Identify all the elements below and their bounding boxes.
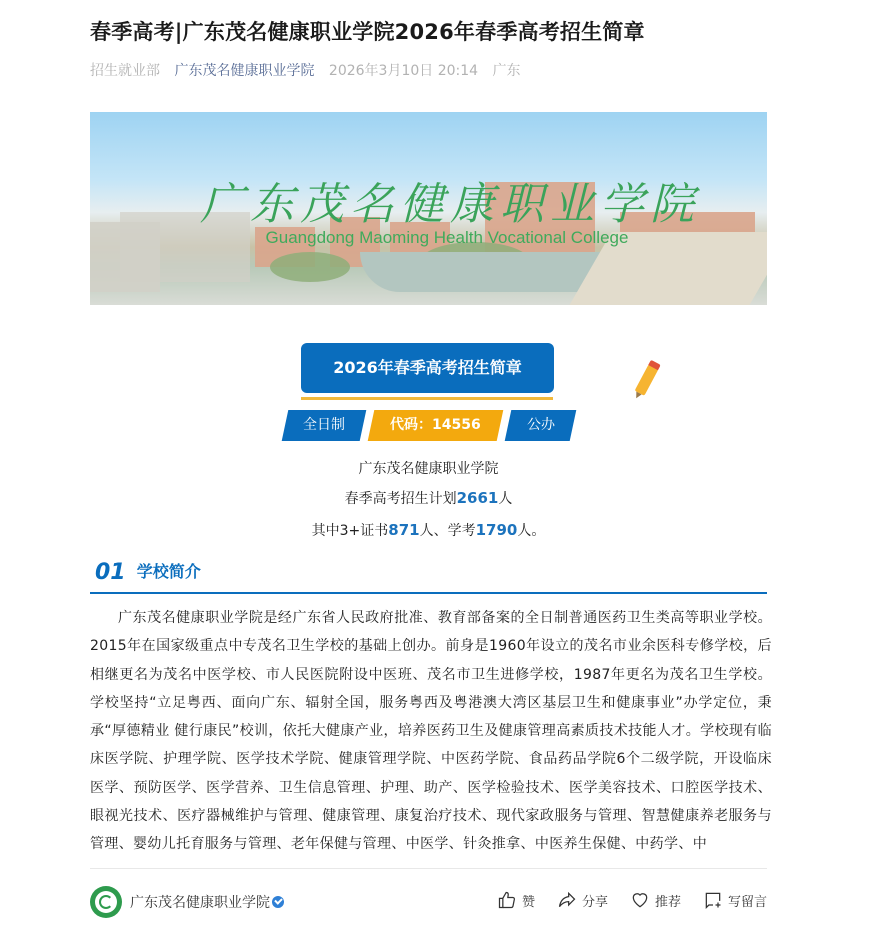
summary-detail: 其中3+证书871人、学考1790人。 (311, 521, 546, 539)
section-divider (90, 592, 767, 594)
article-title: 春季高考|广东茂名健康职业学院2026年春季高考招生简章 (90, 20, 645, 44)
footer-account-name[interactable]: 广东茂名健康职业学院 (130, 892, 284, 912)
banner-chinese-title: 广东茂名健康职业学院 (200, 179, 700, 230)
content-bottom-divider (90, 868, 767, 869)
section-body-text: 广东茂名健康职业学院是经广东省人民政府批准、教育部备案的全日制普通医药卫生类高等职业学校。2015年在国家级重点中专茂名卫生学校的基础上创办。前身是1960年设立的茂名市业余医科专修学校，后相继更名为茂名中医学校、市人民医院附设中医班、茂名市卫生进修学校，1987年更名为茂名卫生学校。学校坚持“立足粤西、面向广东、辐射全国，服务粤西及粤港澳大湾区基层卫生和健康事业”办学定位，秉承“厚德精业 健行康民”校训，依托大健康产业，培养医药卫生及健康管理高素质技术技能人才。学校现有临床医学院、护理学院、医学技术学院、健康管理学院、中医药学院、食品药品学院6个二级学院，开设临床医学、预防医学、医学营养、卫生信息管理、护理、助产、医学检验技术、医学美容技术、口腔医学技术、眼视光技术、医疗器械维护与管理、健康管理、康复治疗技术、现代家政服务与管理、智慧健康养老服务与管理、婴幼儿托育服务与管理、老年保健与管理、中医学、针灸推拿、中医养生保健、中药学、中 (90, 610, 772, 853)
thumbs-up-icon (497, 890, 517, 910)
badge-underline (301, 397, 553, 400)
summary-school: 广东茂名健康职业学院 (358, 461, 499, 477)
brochure-title-badge: 2026年春季高考招生简章 (301, 343, 554, 393)
exam-count: 1790 (475, 521, 518, 539)
tag-public: 公办 (505, 410, 577, 441)
share-icon (557, 890, 577, 910)
plan-total: 2661 (456, 489, 499, 507)
school-logo-icon (95, 891, 117, 913)
account-link[interactable]: 广东茂名健康职业学院 (174, 63, 315, 79)
article-meta (90, 60, 531, 80)
summary-plan: 春季高考招生计划2661人 (344, 489, 513, 507)
author: 招生就业部 (90, 63, 160, 79)
location: 广东 (492, 63, 521, 79)
section-header (95, 560, 201, 590)
tree-shape (270, 252, 350, 282)
tag-school-code: 代码：14556 (368, 410, 504, 441)
banner-english-title: Guangdong Maoming Health Vocational College (265, 228, 629, 247)
share-button[interactable]: 分享 (557, 890, 608, 910)
section-number: 01 (95, 560, 126, 585)
like-button[interactable]: 赞 (497, 890, 535, 910)
action-bar (475, 890, 767, 910)
write-comment-button[interactable]: 写留言 (703, 890, 767, 910)
account-avatar[interactable] (90, 886, 122, 918)
article-footer-bar (90, 884, 767, 920)
heart-icon (630, 890, 650, 910)
publish-date: 2026年3月10日 20:14 (328, 63, 479, 79)
tag-full-time: 全日制 (282, 410, 367, 441)
campus-banner-image (90, 112, 767, 305)
pencil-icon (635, 364, 659, 396)
cert-count: 871 (388, 521, 420, 539)
verified-badge-icon (272, 896, 284, 908)
section-title: 学校简介 (136, 562, 201, 581)
comment-icon (703, 890, 723, 910)
recommend-button[interactable]: 推荐 (630, 890, 681, 910)
